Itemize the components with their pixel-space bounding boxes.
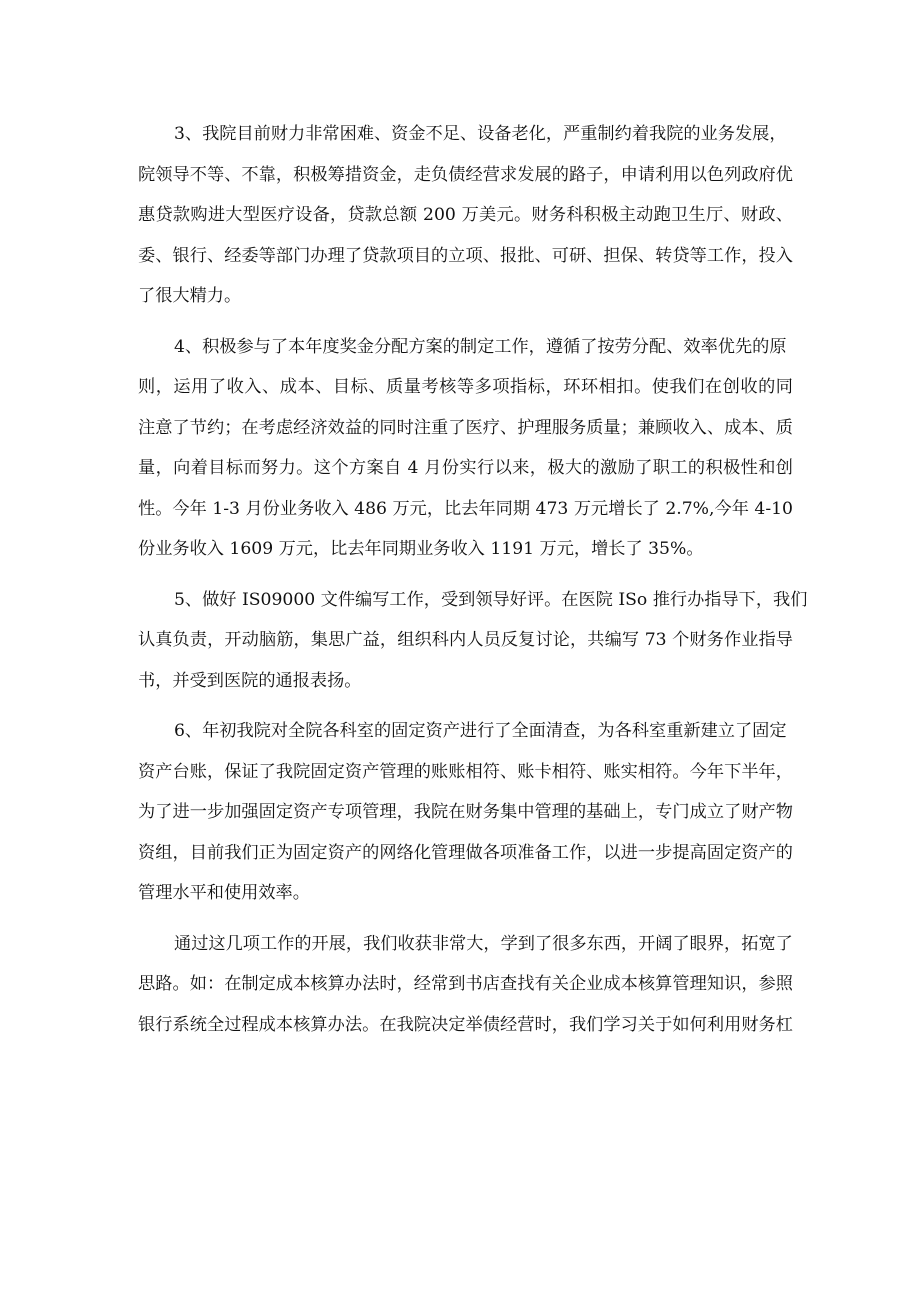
text-line: 院领导不等、不靠，积极筹措资金，走负债经营求发展的路子，申请利用以色列政府优 (138, 164, 793, 185)
text-line: 委、银行、经委等部门办理了贷款项目的立项、报批、可研、担保、转贷等工作，投入 (138, 245, 793, 266)
text-line: 6、年初我院对全院各科室的固定资产进行了全面清查，为各科室重新建立了固定 (174, 721, 787, 741)
text-line: 认真负责，开动脑筋，集思广益，组织科内人员反复讨论，共编写 73 个财务作业指导 (138, 630, 793, 650)
text-line: 注意了节约；在考虑经济效益的同时注重了医疗、护理服务质量；兼顾收入、成本、质 (138, 417, 793, 438)
text-line: 惠贷款购进大型医疗设备，贷款总额 200 万美元。财务科积极主动跑卫生厅、财政、 (138, 205, 793, 225)
paragraph-summary (138, 924, 793, 1046)
text-line: 4、积极参与了本年度奖金分配方案的制定工作，遵循了按劳分配、效率优先的原 (174, 336, 787, 357)
text-line: 管理水平和使用效率。 (138, 883, 310, 903)
text-line: 思路。如：在制定成本核算办法时，经常到书店查找有关企业成本核算管理知识，参照 (138, 974, 793, 994)
text-line: 5、做好 IS09000 文件编写工作，受到领导好评。在医院 ISo 推行办指导下，我们 (174, 589, 808, 610)
text-line: 性。今年 1-3 月份业务收入 486 万元，比去年同期 473 万元增长了 2.7%,今年 4-10 (138, 498, 793, 519)
text-line: 了很大精力。 (138, 286, 242, 306)
paragraph-item-5 (138, 580, 808, 702)
paragraph-item-6 (138, 711, 793, 914)
text-line: 书，并受到医院的通报表扬。 (138, 670, 362, 691)
paragraph-item-4 (138, 327, 793, 570)
text-line: 则，运用了收入、成本、目标、质量考核等多项指标，环环相扣。使我们在创收的同 (138, 377, 793, 397)
text-line: 银行系统全过程成本核算办法。在我院决定举债经营时，我们学习关于如何利用财务杠 (138, 1014, 793, 1035)
text-line: 通过这几项工作的开展，我们收获非常大，学到了很多东西，开阔了眼界，拓宽了 (174, 933, 793, 954)
text-line: 为了进一步加强固定资产专项管理，我院在财务集中管理的基础上，专门成立了财产物 (138, 802, 793, 822)
text-line: 资产台账，保证了我院固定资产管理的账账相符、账卡相符、账实相符。今年下半年， (138, 761, 793, 782)
text-line: 份业务收入 1609 万元，比去年同期业务收入 1191 万元，增长了 35%。 (138, 539, 704, 559)
document-body (138, 114, 808, 1055)
paragraph-item-3 (138, 114, 793, 317)
text-line: 3、我院目前财力非常困难、资金不足、设备老化，严重制约着我院的业务发展， (174, 124, 787, 144)
text-line: 资组，目前我们正为固定资产的网络化管理做各项准备工作，以进一步提高固定资产的 (138, 842, 793, 863)
text-line: 量，向着目标而努力。这个方案自 4 月份实行以来，极大的激励了职工的积极性和创 (138, 458, 793, 478)
